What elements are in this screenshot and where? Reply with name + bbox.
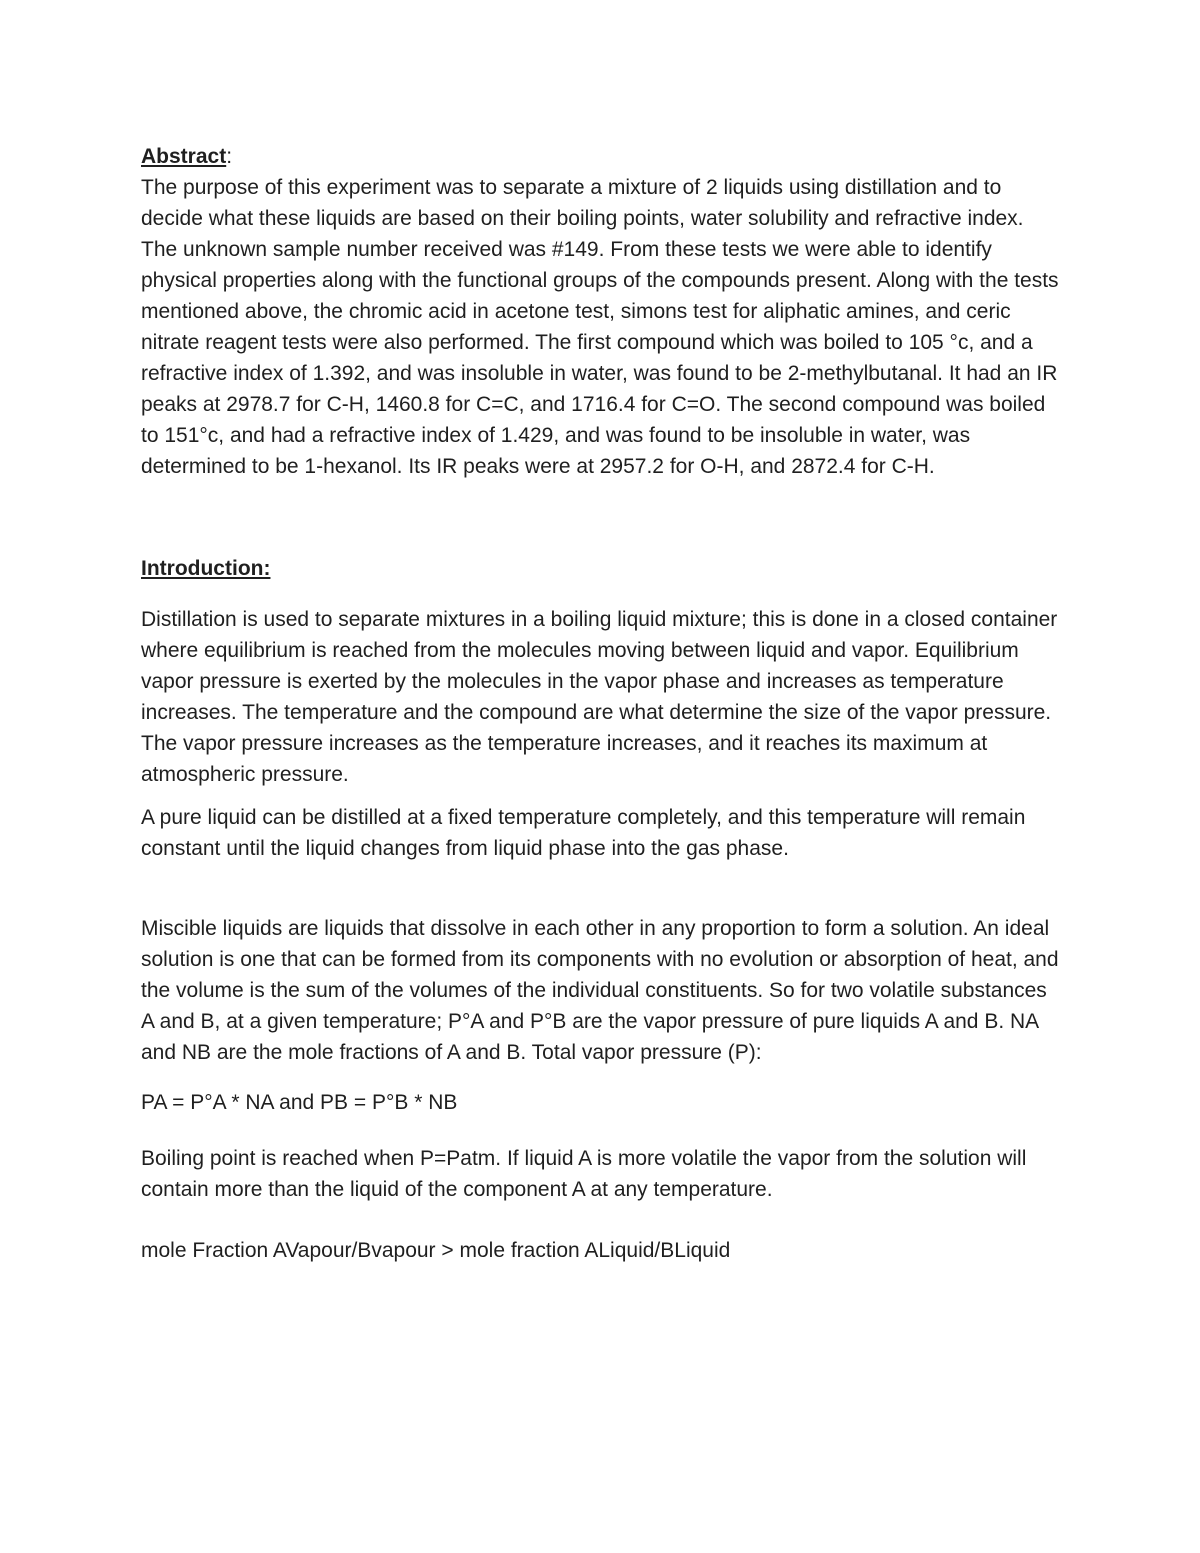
introduction-heading-line bbox=[141, 553, 1061, 584]
intro-paragraph-pure-liquid: A pure liquid can be distilled at a fixed temperature completely, and this temperature will remain constant until the liquid changes from liquid phase into the gas phase. bbox=[141, 806, 1026, 860]
introduction-heading: Introduction: bbox=[141, 557, 271, 580]
intro-paragraph-distillation: Distillation is used to separate mixtures in a boiling liquid mixture; this is done in a closed container where equilibrium is reached from the molecules moving between liquid and vapor. Equilibrium vapor pressure is exerted by the molecules in the vapor phase and increases as temperature increases. The temperature and the compound are what determine the size of the vapor pressure. The vapor pressure increases as the temperature increases, and it reaches its maximum at atmospheric pressure. bbox=[141, 608, 1058, 786]
abstract-heading-line bbox=[141, 141, 1061, 172]
document-page bbox=[141, 141, 1061, 1266]
abstract-paragraph: The purpose of this experiment was to separate a mixture of 2 liquids using distillation and to decide what these liquids are based on their boiling points, water solubility and refractive index. The unknown sample number received was #149. From these tests we were able to identify physical properties along with the functional groups of the compounds present. Along with the tests mentioned above, the chromic acid in acetone test, simons test for aliphatic amines, and ceric nitrate reagent tests were also performed. The first compound which was boiled to 105 °c, and a refractive index of 1.392, and was insoluble in water, was found to be 2-methylbutanal. It had an IR peaks at 2978.7 for C-H, 1460.8 for C=C, and 1716.4 for C=O. The second compound was boiled to 151°c, and had a refractive index of 1.429, and was found to be insoluble in water, was determined to be 1-hexanol. Its IR peaks were at 2957.2 for O-H, and 2872.4 for C-H. bbox=[141, 176, 1059, 478]
intro-paragraph-miscible-liquids: Miscible liquids are liquids that dissolve in each other in any proportion to form a solution. An ideal solution is one that can be formed from its components with no evolution or absorption of heat, and the volume is the sum of the volumes of the individual constituents. So for two volatile substances A and B, at a given temperature; P°A and P°B are the vapor pressure of pure liquids A and B. NA and NB are the mole fractions of A and B. Total vapor pressure (P): bbox=[141, 917, 1059, 1064]
intro-formula-partial-pressure: PA = P°A * NA and PB = P°B * NB bbox=[141, 1091, 458, 1114]
intro-paragraph-boiling-point: Boiling point is reached when P=Patm. If liquid A is more volatile the vapor from the solution will contain more than the liquid of the component A at any temperature. bbox=[141, 1147, 1027, 1201]
introduction-section bbox=[141, 553, 1061, 1266]
abstract-heading-colon: : bbox=[226, 145, 233, 168]
abstract-heading: Abstract bbox=[141, 145, 227, 168]
intro-formula-mole-fraction: mole Fraction AVapour/Bvapour > mole fraction ALiquid/BLiquid bbox=[141, 1239, 731, 1262]
